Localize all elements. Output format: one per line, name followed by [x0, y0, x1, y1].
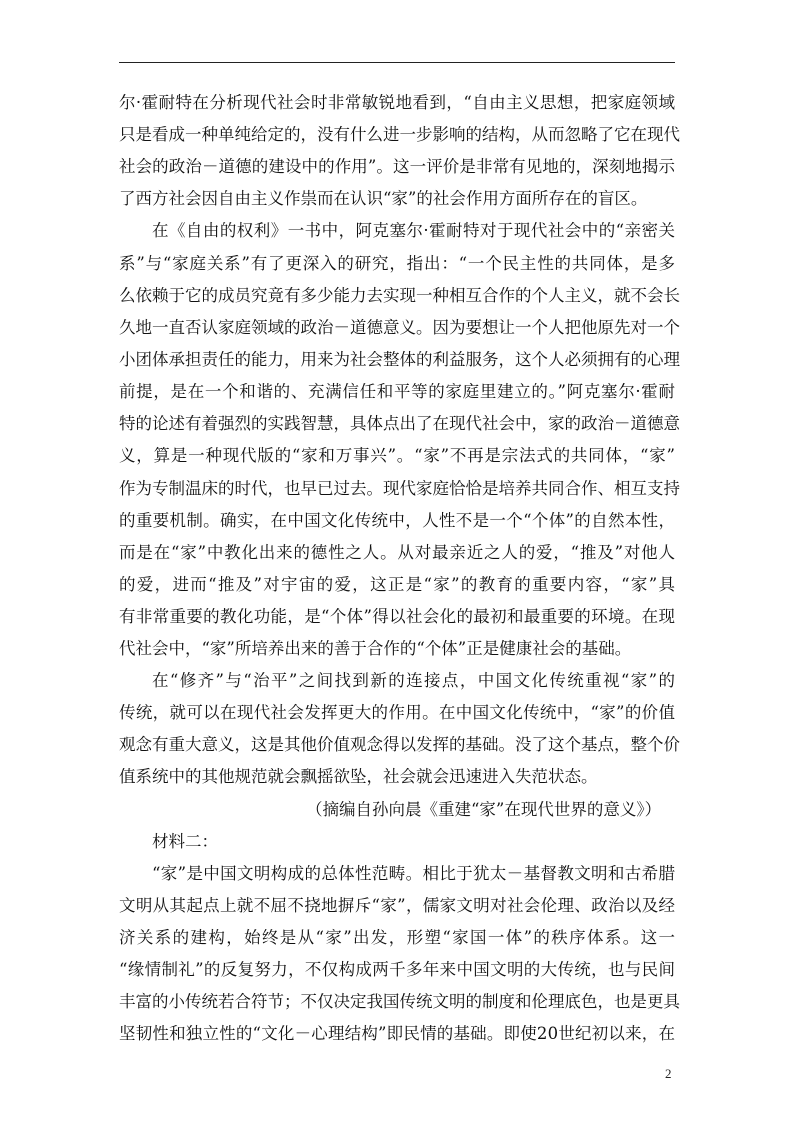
text-line: 前提，是在一个和谐的、充满信任和平等的家庭里建立的。”阿克塞尔·霍耐 — [119, 382, 676, 401]
paragraph-start: “家”是中国文明构成的总体性范畴。相比于犹太－基督教文明和古希腊 — [152, 864, 676, 883]
text-line: 社会的政治－道德的建设中的作用”。这一评价是非常有见地的，深刻地揭示 — [119, 157, 676, 176]
header-rule — [119, 62, 675, 63]
text-line: 么依赖于它的成员究竟有多少能力去实现一种相互合作的个人主义，就不会长 — [119, 286, 680, 305]
text-line: 了西方社会因自由主义作祟而在认识“家”的社会作用方面所存在的盲区。 — [119, 189, 648, 208]
text-line: 值系统中的其他规范就会飘摇欲坠，社会就会迅速进入失范状态。 — [119, 767, 598, 786]
text-line: 代社会中，“家”所培养出来的善于合作的“个体”正是健康社会的基础。 — [119, 639, 632, 658]
text-line: 文明从其起点上就不屈不挠地摒斥“家”，儒家文明对社会伦理、政治以及经 — [119, 896, 676, 915]
text-line: 尔·霍耐特在分析现代社会时非常敏锐地看到，“自由主义思想，把家庭领域 — [119, 93, 676, 112]
text-line: 的重要机制。确实，在中国文化传统中，人性不是一个“个体”的自然本性， — [119, 511, 676, 530]
text-line: 而是在“家”中教化出来的德性之人。从对最亲近之人的爱，“推及”对他人 — [119, 543, 676, 562]
text-line: 坚韧性和独立性的“文化－心理结构”即民情的基础。即使20世纪初以来，在 — [119, 1024, 676, 1043]
page-number: 2 — [665, 1066, 672, 1081]
text-line: 济关系的建构，始终是从“家”出发，形塑“家国一体”的秩序体系。这一 — [119, 928, 677, 947]
paragraph-start: 在“修齐”与“治平”之间找到新的连接点，中国文化传统重视“家”的 — [152, 671, 677, 690]
text-line: 作为专制温床的时代，也早已过去。现代家庭恰恰是培养共同合作、相互支持 — [119, 479, 680, 498]
text-line: 传统，就可以在现代社会发挥更大的作用。在中国文化传统中，“家”的价值 — [119, 703, 676, 722]
text-line: 义，算是一种现代版的“家和万事兴”。“家”不再是宗法式的共同体，“家” — [119, 446, 676, 465]
source-citation: （摘编自孙向晨《重建“家”在现代世界的意义》） — [306, 800, 662, 819]
section-label: 材料二： — [152, 832, 218, 851]
text-line: 系”与“家庭关系”有了更深入的研究，指出：“一个民主性的共同体，是多 — [119, 254, 676, 273]
text-line: 只是看成一种单纯给定的，没有什么进一步影响的结构，从而忽略了它在现代 — [119, 125, 680, 144]
text-line: 小团体承担责任的能力，用来为社会整体的利益服务，这个人必须拥有的心理 — [119, 350, 680, 369]
text-line: “缘情制礼”的反复努力，不仅构成两千多年来中国文明的大传统，也与民间 — [119, 960, 676, 979]
paragraph-start: 在《自由的权利》一书中，阿克塞尔·霍耐特对于现代社会中的“亲密关 — [152, 221, 676, 240]
text-line: 的爱，进而“推及”对宇宙的爱，这正是“家”的教育的重要内容，“家”具 — [119, 575, 677, 594]
text-line: 有非常重要的教化功能，是“个体”得以社会化的最初和最重要的环境。在现 — [119, 607, 676, 626]
text-line: 特的论述有着强烈的实践智慧，具体点出了在现代社会中，家的政治－道德意 — [119, 414, 680, 433]
text-line: 观念有重大意义，这是其他价值观念得以发挥的基础。没了这个基点，整个价 — [119, 735, 680, 754]
text-line: 丰富的小传统若合符节；不仅决定我国传统文明的制度和伦理底色，也是更具 — [119, 992, 680, 1011]
text-line: 久地一直否认家庭领域的政治－道德意义。因为要想让一个人把他原先对一个 — [119, 318, 680, 337]
